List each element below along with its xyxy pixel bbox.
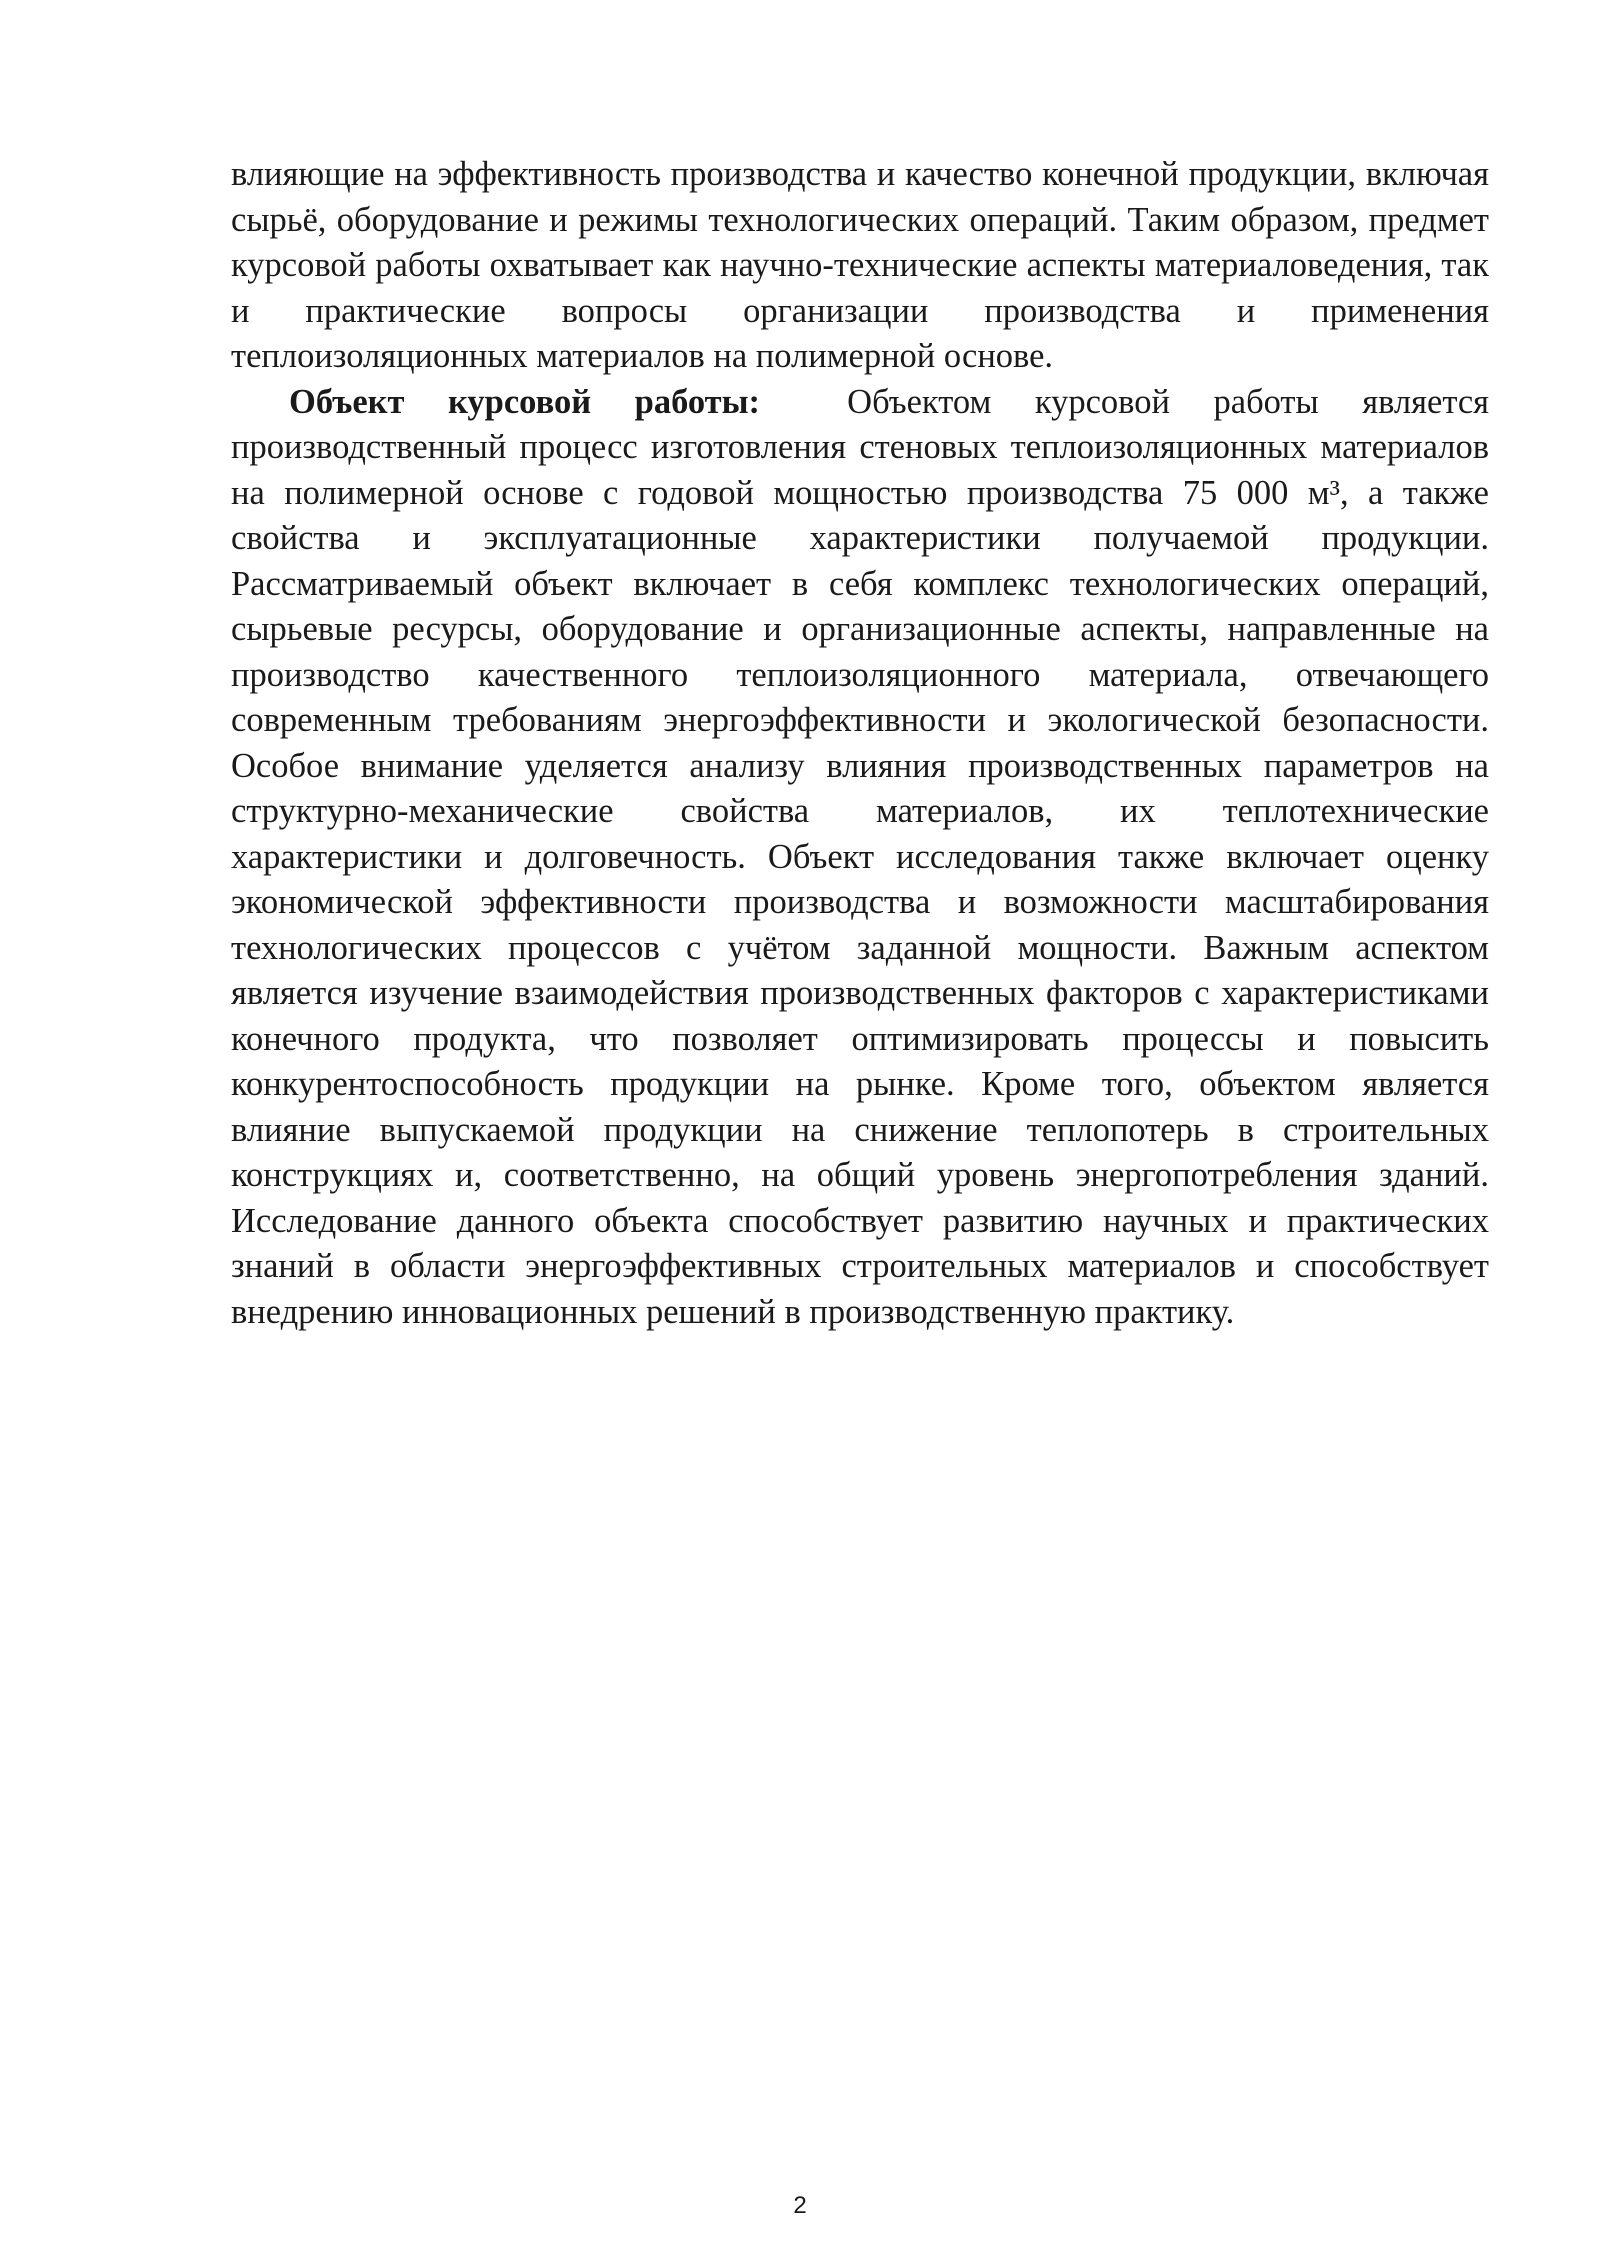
object-label: Объект курсовой работы: — [289, 382, 761, 421]
body-text — [231, 152, 1489, 1335]
page-number: 2 — [793, 2192, 807, 2219]
paragraph-subject-continuation: влияющие на эффективность производства и качество конечной продукции, включая сырьё, оборудование и режимы технологических операций. Таким образом, предмет курсовой работы охватывает как научно-технические аспекты материаловедения, так и практические вопросы организации производства и применения теплоизоляционных материалов на полимерной основе. — [231, 155, 1489, 375]
paragraph-object — [231, 380, 1489, 1336]
object-description: Объектом курсовой работы является производственный процесс изготовления стеновых теплоизоляционных материалов на полимерной основе с годовой мощностью производства 75 000 м³, а также свойства и эксплуатационные характеристики получаемой продукции. Рассматриваемый объект включает в себя комплекс технологических операций, сырьевые ресурсы, оборудование и организационные аспекты, направленные на производство качественного теплоизоляционного материала, отвечающего современным требованиям энергоэффективности и экологической безопасности. Особое внимание уделяется анализу влияния производственных параметров на структурно-механические свойства материалов, их теплотехнические характеристики и долговечность. Объект исследования также включает оценку экономической эффективности производства и возможности масштабирования технологических процессов с учётом заданной мощности. Важным аспектом является изучение взаимодействия производственных факторов с характеристиками конечного продукта, что позволяет оптимизировать процессы и повысить конкурентоспособность продукции на рынке. Кроме того, объектом является влияние выпускаемой продукции на снижение теплопотерь в строительных конструкциях и, соответственно, на общий уровень энергопотребления зданий. Исследование данного объекта способствует развитию научных и практических знаний в области энергоэффективных строительных материалов и способствует внедрению инновационных решений в производственную практику. — [231, 382, 1490, 1331]
